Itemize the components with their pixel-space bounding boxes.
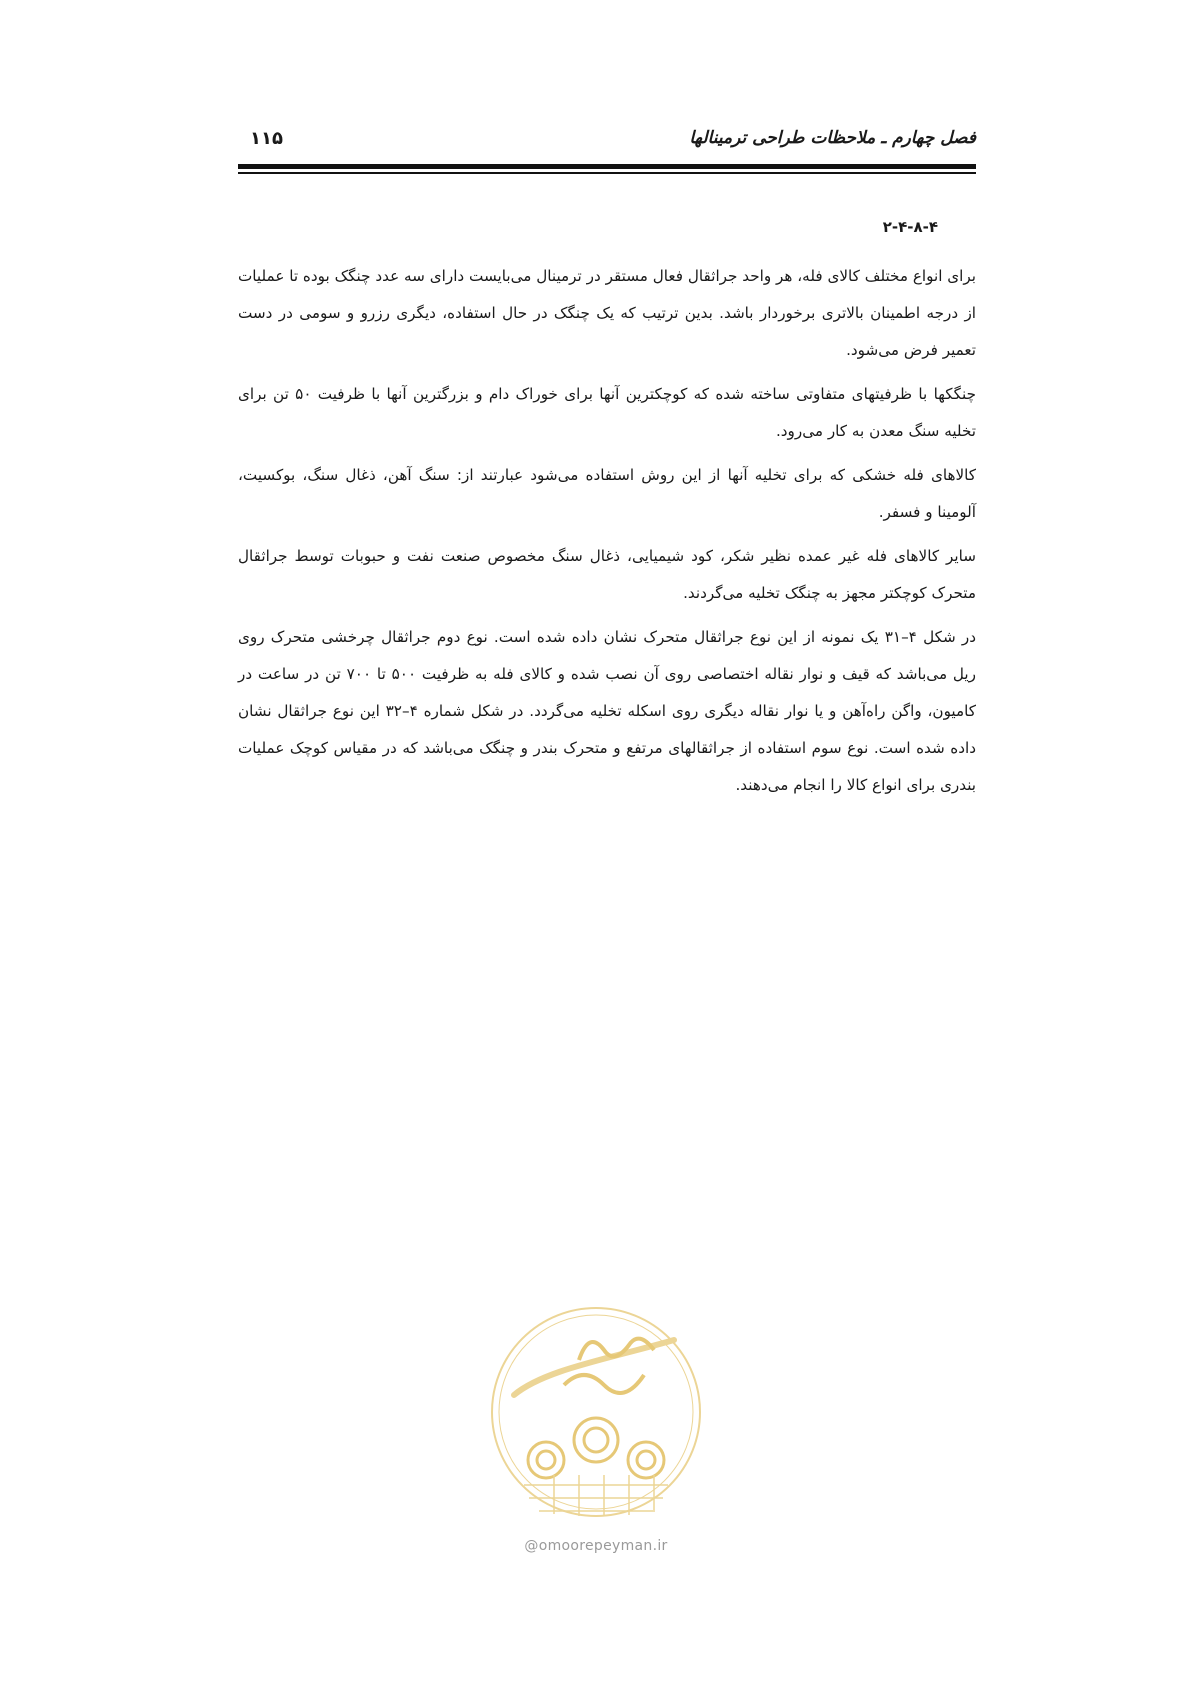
page-header [238,128,976,158]
paragraph: کالاهای فله خشکی که برای تخلیه آنها از این روش استفاده می‌شود عبارتند از: سنگ آهن، ذغال سنگ، بوکسیت، آلومینا و فسفر. [238,466,976,521]
paragraph: سایر کالاهای فله غیر عمده نظیر شکر، کود شیمیایی، ذغال سنگ مخصوص صنعت نفت و حبوبات توسط جراثقال متحرک کوچکتر مجهز به چنگک تخلیه می‌گردند. [238,547,976,602]
header-rule-thin [238,172,976,174]
watermark [484,1300,708,1560]
paragraph: در شکل ۴–۳۱ یک نمونه از این نوع جراثقال متحرک نشان داده شده است. نوع دوم جراثقال چرخشی متحرک روی ریل می‌باشد که قیف و نوار نقاله اختصاصی روی آن نصب شده و کالای فله به ظرفیت ۵۰۰ تا ۷۰۰ تن در ساعت در کامیون، واگن راه‌آهن و یا نوار نقاله دیگری روی اسکله تخلیه می‌گردد. در شکل شماره ۴–۳۲ این نوع جراثقال نشان داده شده است. نوع سوم استفاده از جراثقالهای مرتفع و متحرک بندر و چنگک می‌باشد که در مقیاس کوچک عملیات بندری برای انواع کالا را انجام می‌دهند. [238,628,976,794]
watermark-logo [484,1300,708,1530]
section-number: ۲-۴-۸-۴ [882,218,938,236]
watermark-url: @omoorepeyman.ir [524,1538,668,1554]
chapter-title: فصل چهارم ـ ملاحظات طراحی ترمینالها [689,128,976,148]
paragraph: برای انواع مختلف کالای فله، هر واحد جراثقال فعال مستقر در ترمینال می‌بایست دارای سه عدد چنگک بوده تا عملیات از درجه اطمینان بالاتری برخوردار باشد. بدین ترتیب که یک چنگک در حال استفاده، دیگری رزرو و سومی در دست تعمیر فرض می‌شود. [238,267,976,359]
body-text [238,258,976,811]
header-rule-thick [238,164,976,169]
page-number: ۱۱۵ [250,128,283,149]
paragraph: چنگکها با ظرفیتهای متفاوتی ساخته شده که کوچکترین آنها برای خوراک دام و بزرگترین آنها با ظرفیت ۵۰ تن برای تخلیه سنگ معدن به کار می‌رود. [238,385,976,440]
